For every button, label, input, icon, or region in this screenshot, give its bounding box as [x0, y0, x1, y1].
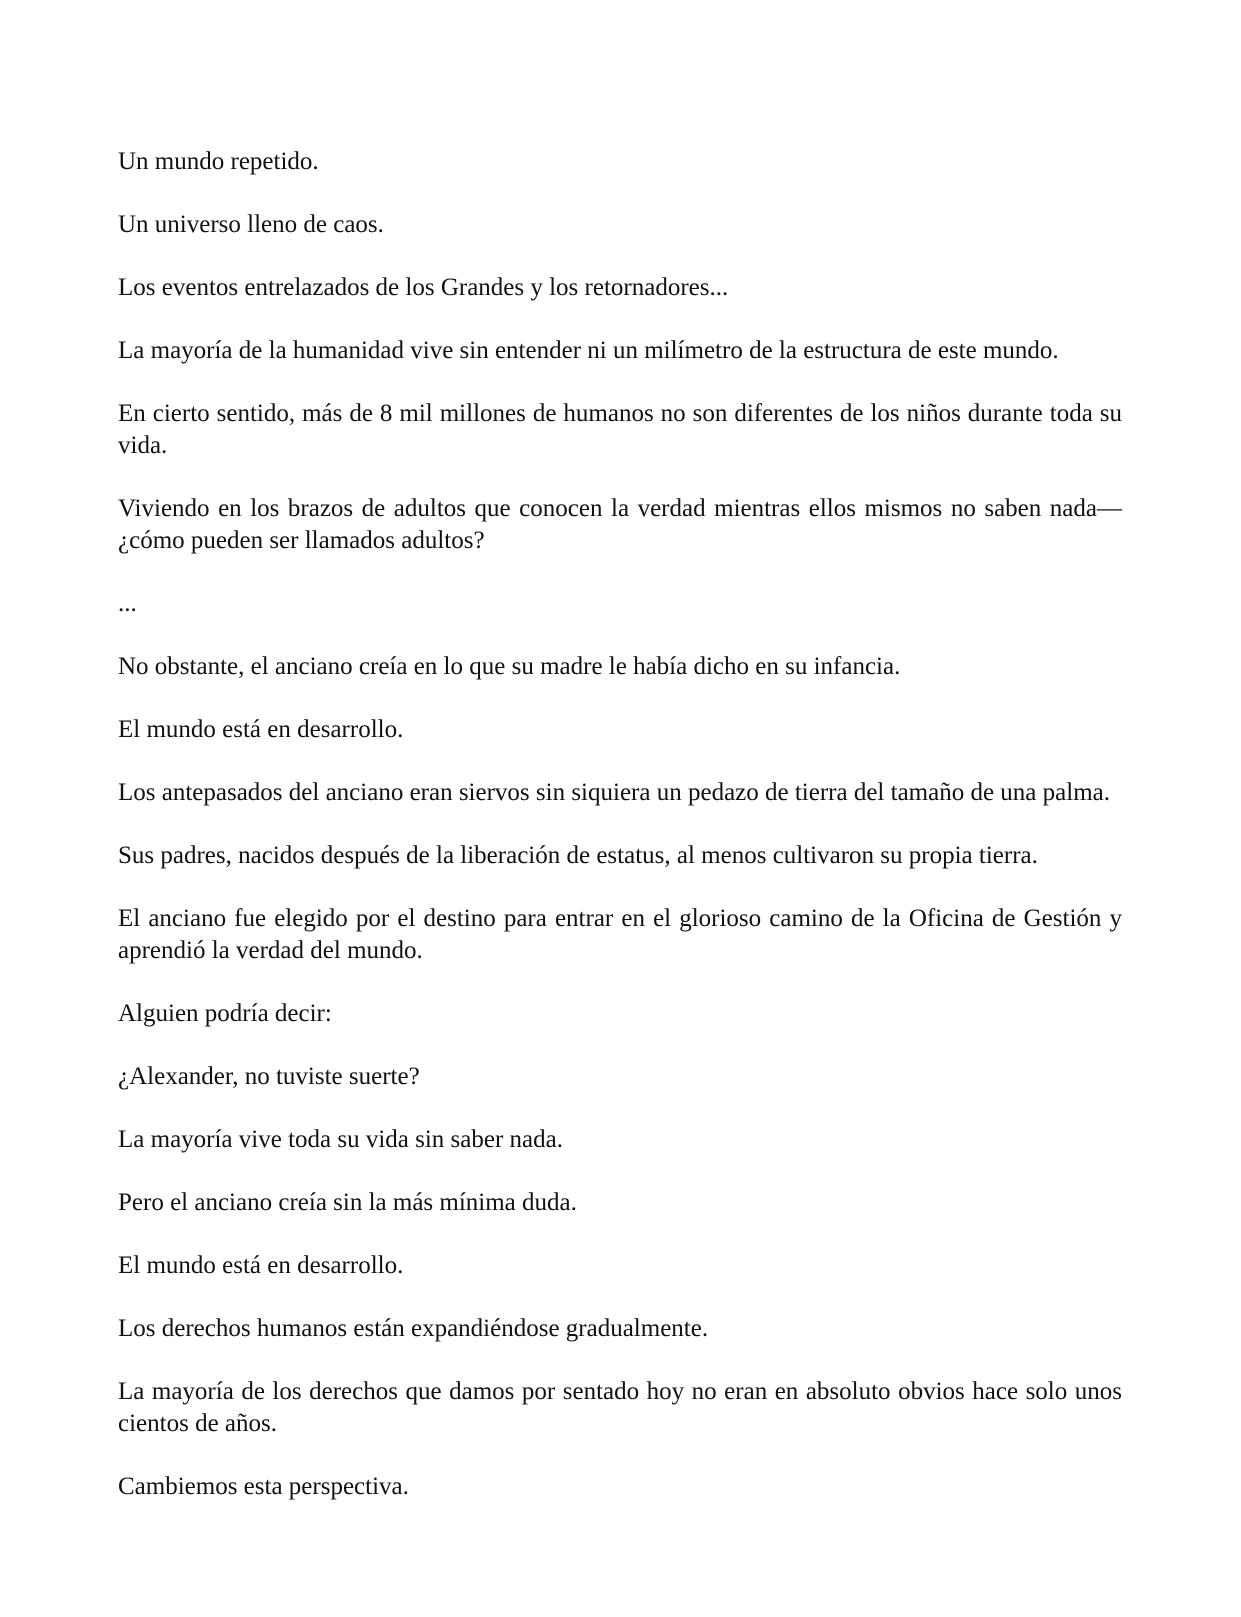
- paragraph: Viviendo en los brazos de adultos que conocen la verdad mientras ellos mismos no saben nada—¿cómo pueden ser llamados adultos?: [118, 495, 1122, 554]
- paragraph: ¿Alexander, no tuviste suerte?: [118, 1063, 420, 1090]
- paragraph: La mayoría de los derechos que damos por sentado hoy no eran en absoluto obvios hace solo unos cientos de años.: [118, 1378, 1122, 1437]
- document-page: [118, 146, 1122, 1503]
- paragraph: Un mundo repetido.: [118, 148, 319, 175]
- paragraph: En cierto sentido, más de 8 mil millones de humanos no son diferentes de los niños durante toda su vida.: [118, 400, 1122, 459]
- paragraph: Alguien podría decir:: [118, 1000, 332, 1027]
- paragraph: El anciano fue elegido por el destino para entrar en el glorioso camino de la Oficina de Gestión y aprendió la verdad del mundo.: [118, 905, 1122, 964]
- paragraph: ...: [118, 590, 137, 617]
- paragraph: Los derechos humanos están expandiéndose gradualmente.: [118, 1315, 709, 1342]
- paragraph: El mundo está en desarrollo.: [118, 1252, 404, 1279]
- paragraph: Sus padres, nacidos después de la liberación de estatus, al menos cultivaron su propia tierra.: [118, 842, 1038, 869]
- paragraph: Pero el anciano creía sin la más mínima duda.: [118, 1189, 577, 1216]
- paragraph: El mundo está en desarrollo.: [118, 716, 404, 743]
- paragraph: Los antepasados del anciano eran siervos sin siquiera un pedazo de tierra del tamaño de una palma.: [118, 779, 1110, 806]
- paragraph: No obstante, el anciano creía en lo que su madre le había dicho en su infancia.: [118, 653, 901, 680]
- paragraph: Un universo lleno de caos.: [118, 211, 384, 238]
- paragraph: Cambiemos esta perspectiva.: [118, 1473, 409, 1500]
- paragraph: Los eventos entrelazados de los Grandes y los retornadores...: [118, 274, 729, 301]
- paragraph: La mayoría vive toda su vida sin saber nada.: [118, 1126, 563, 1153]
- paragraph: La mayoría de la humanidad vive sin entender ni un milímetro de la estructura de este mundo.: [118, 337, 1059, 364]
